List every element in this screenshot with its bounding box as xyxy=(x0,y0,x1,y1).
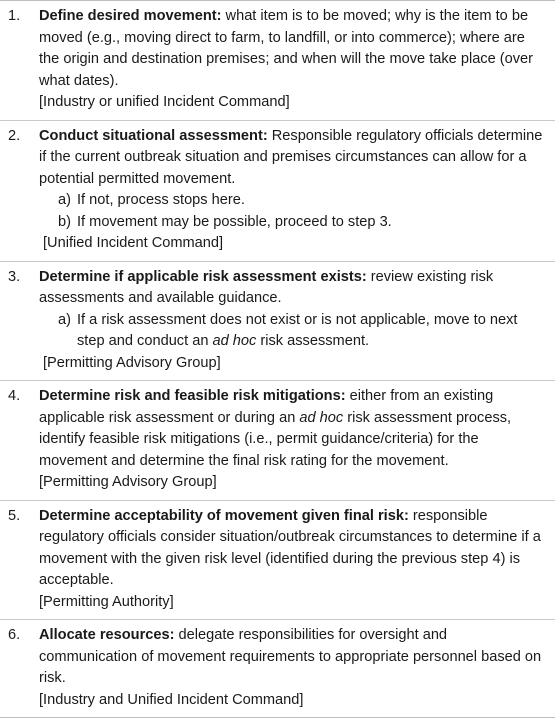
step-title: Determine if applicable risk assessment exists: xyxy=(39,268,367,285)
step-row-1 xyxy=(0,1,555,121)
step-text-italic: ad hoc xyxy=(299,409,344,426)
step-number: 6. xyxy=(8,627,21,643)
step-responsible: [Industry or unified Incident Command] xyxy=(39,94,290,110)
step-row-5 xyxy=(0,501,555,621)
step-description xyxy=(39,625,545,690)
step-number: 5. xyxy=(8,507,21,524)
step-description xyxy=(39,267,545,310)
step-responsible: [Industry and Unified Incident Command] xyxy=(39,691,304,708)
sub-item-text: If movement may be possible, proceed to step 3. xyxy=(77,213,392,230)
step-responsible: [Permitting Advisory Group] xyxy=(39,474,217,490)
sub-item xyxy=(39,310,545,353)
sub-item-italic: ad hoc xyxy=(212,333,257,349)
step-description xyxy=(39,6,545,92)
step-row-2 xyxy=(0,121,555,262)
step-row-6 xyxy=(0,620,555,717)
step-title: Define desired movement: xyxy=(39,8,222,24)
step-row-4 xyxy=(0,381,555,501)
sub-item-letter: a) xyxy=(58,311,71,328)
step-number: 2. xyxy=(8,127,21,144)
step-description xyxy=(39,506,545,592)
step-text: delegate responsibilities for oversight and communication of movement requirements to appropriate personnel based on risk. xyxy=(39,627,542,686)
step-text-after: risk assessment process, identify feasible risk mitigations (i.e., permit guidance/criteria) for the movement and determine the final risk rating for the movement. xyxy=(39,409,512,469)
step-number: 4. xyxy=(8,388,21,404)
step-text: responsible regulatory officials consider situation/outbreak circumstances to determine if a movement with the given risk level (identified during the previous step 4) is acceptable. xyxy=(39,507,541,588)
step-description xyxy=(39,126,545,191)
sub-item-text-before: If a risk assessment does not exist or is not applicable, move to next step and conduct an xyxy=(77,311,518,349)
step-number: 1. xyxy=(8,8,21,24)
sub-item-letter: b) xyxy=(58,213,71,230)
step-responsible: [Unified Incident Command] xyxy=(43,235,224,251)
sub-item-letter: a) xyxy=(58,192,71,208)
step-title: Conduct situational assessment: xyxy=(39,127,268,144)
step-text: what item is to be moved; why is the item to be moved (e.g., moving direct to farm, to landfill, or into commerce); where are the origin and destination premises; and when will the move take place (over what dates). xyxy=(39,8,534,89)
step-title: Determine risk and feasible risk mitigations: xyxy=(39,388,346,404)
sub-item-text: If not, process stops here. xyxy=(77,192,245,208)
step-title: Determine acceptability of movement given final risk: xyxy=(39,507,409,524)
step-text: Responsible regulatory officials determine if the current outbreak situation and premises circumstances can allow for a potential permitted movement. xyxy=(39,127,543,187)
sub-item xyxy=(39,212,545,234)
step-responsible: [Permitting Authority] xyxy=(39,593,174,610)
sub-item-text xyxy=(77,312,517,350)
step-text: review existing risk assessments and available guidance. xyxy=(39,268,494,306)
sub-item-text-after: risk assessment. xyxy=(256,333,370,349)
sub-item xyxy=(39,190,545,212)
step-number: 3. xyxy=(8,268,21,285)
step-title: Allocate resources: xyxy=(39,627,175,643)
step-row-3 xyxy=(0,262,555,382)
step-description xyxy=(39,386,545,472)
step-responsible: [Permitting Advisory Group] xyxy=(43,354,221,371)
step-text-before: either from an existing applicable risk assessment or during an xyxy=(39,388,494,426)
